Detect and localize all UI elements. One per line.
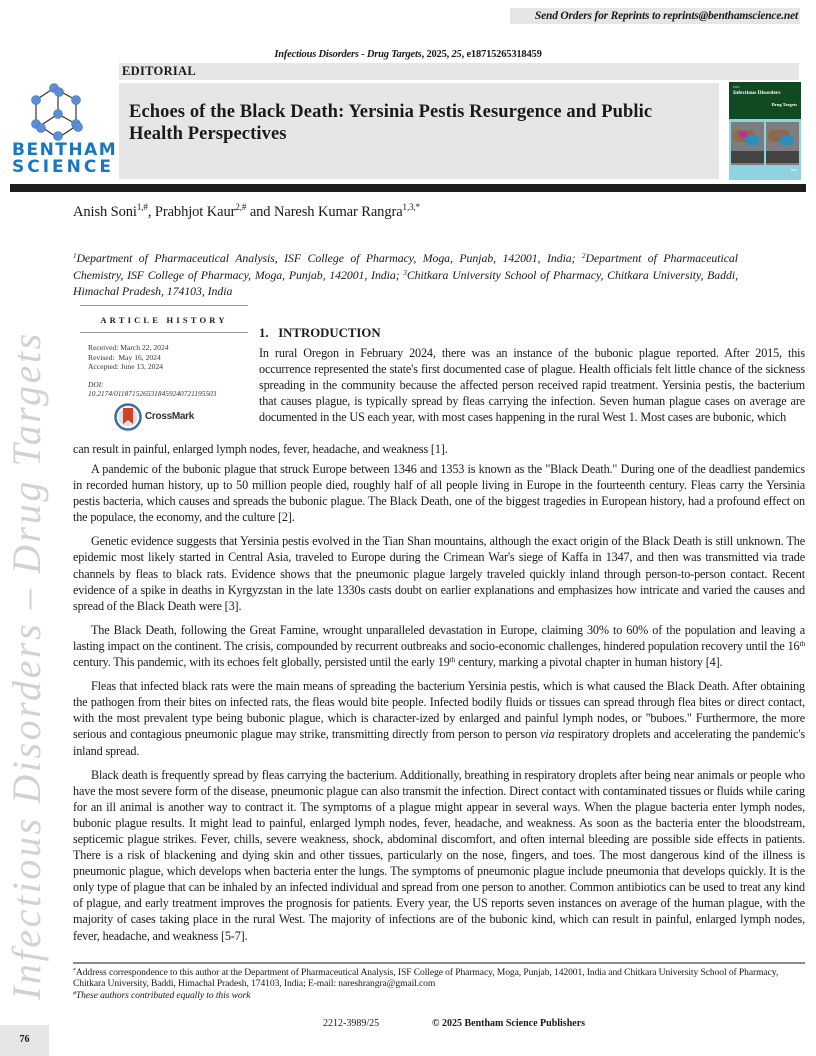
author-name: Prabhjot Kaur <box>154 204 236 220</box>
body-paragraphs <box>73 461 805 952</box>
molecule-icon <box>28 82 100 142</box>
received-date: Received: March 22, 2024 <box>88 343 169 352</box>
author-list: Anish Soni$^{1,\#}$, Prabhjot Kaur$^{2,\#}$ and Naresh Kumar Rangra$^{1,3,*}$ <box>73 202 421 220</box>
section-heading-introduction: 1. INTRODUCTION <box>259 326 381 340</box>
section-label: EDITORIAL <box>119 63 799 80</box>
title-box <box>119 83 719 179</box>
paragraph: A pandemic of the bubonic plague that struck Europe between 1346 and 1353 is known as the "Black Death." During one of the deadliest pandemics in recorded human history, up to 50 million people died, roughly half of all people living in Europe in the fourteenth century. Fleas carry the Yersinia pestis bacteria, which causes and spreads the bubonic plague. The Black Death, one of the biggest tragedies in European history, had a profound effect on the populace, the economy, and the culture [2]. <box>73 462 805 525</box>
publisher-wordmark: BENTHAM SCIENCE <box>12 140 118 177</box>
cover-artwork <box>729 119 801 168</box>
article-title: Echoes of the Black Death: Yersinia Pestis Resurgence and Public Health Perspectives <box>129 102 653 144</box>
paragraph: Genetic evidence suggests that Yersinia pestis evolved in the Tian Shan mountains, although the exact origin of the Black Death is still unknown. The epidemic most likely started in Central Asia, traveled to Europe during the Crimean War's siege of Kaffa in 1347, and then was transmitted via trade channels by fleas to black rats. Evidence shows that the pneumonic plague largely traveled quickly inland through person-to-person contact. Recent evidence of a spike in deaths in Kyrgyzstan in the late 1330s casts doubt on earlier explanations and emphasizes how intricate and varied the causes and spread of the Black Death were [3]. <box>73 534 805 613</box>
publisher-logo <box>10 80 116 180</box>
paragraph: Fleas that infected black rats were the main means of spreading the bacterium Yersinia pestis, which is what caused the Black Death. After obtaining the pathogen from their bites on infected rats, the fleas would bite people. Infected bodily fluids or tissues can spread through flea bites or direct contact, with the most prevalent type being bubonic plague, which is character-ized by enlarged and painful lymph nodes, or "buboes." Furthermore, the more serious and contagious pneumonic plague may strike, transmitting directly from person to person via respiratory droplets and accelerating the pandemic's inland spread. <box>73 679 805 758</box>
author-name: Naresh Kumar Rangra <box>273 204 403 220</box>
article-history-heading: ARTICLE HISTORY <box>100 315 228 325</box>
doi-link[interactable]: 10.2174/0118715265318459240721195503 <box>88 389 217 398</box>
copyright: © 2025 Bentham Science Publishers <box>432 1018 586 1029</box>
header-divider <box>10 184 806 192</box>
paragraph: In rural Oregon in February 2024, there was an instance of the bubonic plague reported. After 2015, this occurrence represented the state's first documented case of plague. Health officials felt little chance of the sickness spreading in the community because the affected person received rapid treatment. Yersinia pestis, the bacterium that causes plague, is typically spread by fleas carrying the infection. Seven human plague cases on average are documented in the US each year, with most cases happening in the rural West 1. Most cases are bubonic, which <box>259 346 805 425</box>
side-journal-title: Infectious Disorders – Drug Targets <box>4 331 49 1000</box>
footnotes <box>73 962 805 1001</box>
correspondence-footnote: *Address correspondence to this author at the Department of Pharmaceutical Analysis, ISF College of Pharmacy, Moga, Punjab, 142001, India and Chitkara University School of Pharmacy, Chitkara University, Baddi, Himachal Pradesh, 174103, India; E-mail: nareshrangra@gmail.com <box>73 966 779 989</box>
crossmark-badge[interactable]: CrossMark <box>114 403 248 431</box>
journal-name: Infectious Disorders - Drug Targets <box>274 49 422 60</box>
reprints-notice: Send Orders for Reprints to reprints@benthamscience.net <box>510 8 800 24</box>
cover-journal-title: Infectious Disorders <box>733 90 781 96</box>
author-name: Anish Soni <box>73 204 137 220</box>
equal-contribution-footnote: #These authors contributed equally to this work <box>73 989 251 1001</box>
paragraph-continuation: can result in painful, enlarged lymph nodes, fever, headache, and weakness [1]. <box>73 442 448 456</box>
revised-date: Revised: May 16, 2024 <box>88 352 161 362</box>
paragraph: The Black Death, following the Great Famine, wrought unparalleled devastation in Europe, claiming 30% to 60% of the population and leaving a lasting impact on the continent. The crisis, compounded by recurrent outbreaks and socio-economic challenges, hindered population recovery until the 16th century. This pandemic, with its echoes felt globally, persisted until the early 19th century, marking a pivotal chapter in human history [4]. <box>73 622 805 670</box>
divider <box>80 332 248 333</box>
issn: 2212-3989/25 <box>323 1018 380 1029</box>
page-number: 76 <box>0 1025 49 1056</box>
affiliations: $^1$Department of Pharmaceutical Analysis, ISF College of Pharmacy, Moga, Punjab, 142001, India; $^2$Department of Pharmaceutical Chemistry, ISF College of Pharmacy, Moga, Punjab, 142001, India; $^3$Chitkara University School of Pharmacy, Chitkara University, Baddi, Himachal Pradesh, 174103, India <box>73 251 738 298</box>
journal-reference: Infectious Disorders - Drug Targets, 2025, 25, e18715265318459 <box>274 49 542 60</box>
crossmark-icon <box>114 403 142 431</box>
journal-volume: 25 <box>451 49 462 60</box>
accepted-date: Accepted: June 13, 2024 <box>88 362 164 371</box>
doi-label: DOI: <box>88 379 104 389</box>
footnote-divider <box>73 962 805 964</box>
article-id: e18715265318459 <box>466 49 542 60</box>
article-history <box>80 305 248 431</box>
cover-journal-subtitle: Drug Targets <box>771 102 797 107</box>
journal-cover: ISSN Infectious Disorders Drug Targets BSP <box>729 82 801 180</box>
paragraph: Black death is frequently spread by fleas carrying the bacterium. Additionally, breathing in respiratory droplets after being near animals or people who have the most severe form of the disease, pneumonic plague can also transmit the infection. Direct contact with contaminated tissues or fluids while caring for an ill animal is another way to contract it. The symptoms of a plague might appear in several ways. When the plague bacteria enter lymph nodes, bubonic plague results. It might lead to painful, enlarged lymph nodes, fever, headache, and weakness. As soon as the bacteria enter the bloodstream, septicemic plague strikes. Fever, chills, severe weakness, shock, abdominal discomfort, and often internal bleeding are possible side effects in patients. There is a risk of blackening and dying skin and other tissues, particularly on the nose, fingers, and toes. The most dangerous kind of the illness is pneumonic plague, which develops when bacteria enter the lungs. The symptoms of pneumonic plague include pneumonia that develops quickly. It is the only type of plague that can be inhaled by an infected individual and spread from one person to another. Common antibiotics can be used to treat any kind of plague, and early treatment improves the prognosis for patients. Every year, the US reports seven instances on average of the human plague, with the majority of cases taking place in the rural West. The majority of infections are of the bubonic kind, which can result in painful, enlarged lymph nodes, fever, headache, and weakness [5-7]. <box>73 767 805 943</box>
journal-year: 2025 <box>426 49 447 60</box>
